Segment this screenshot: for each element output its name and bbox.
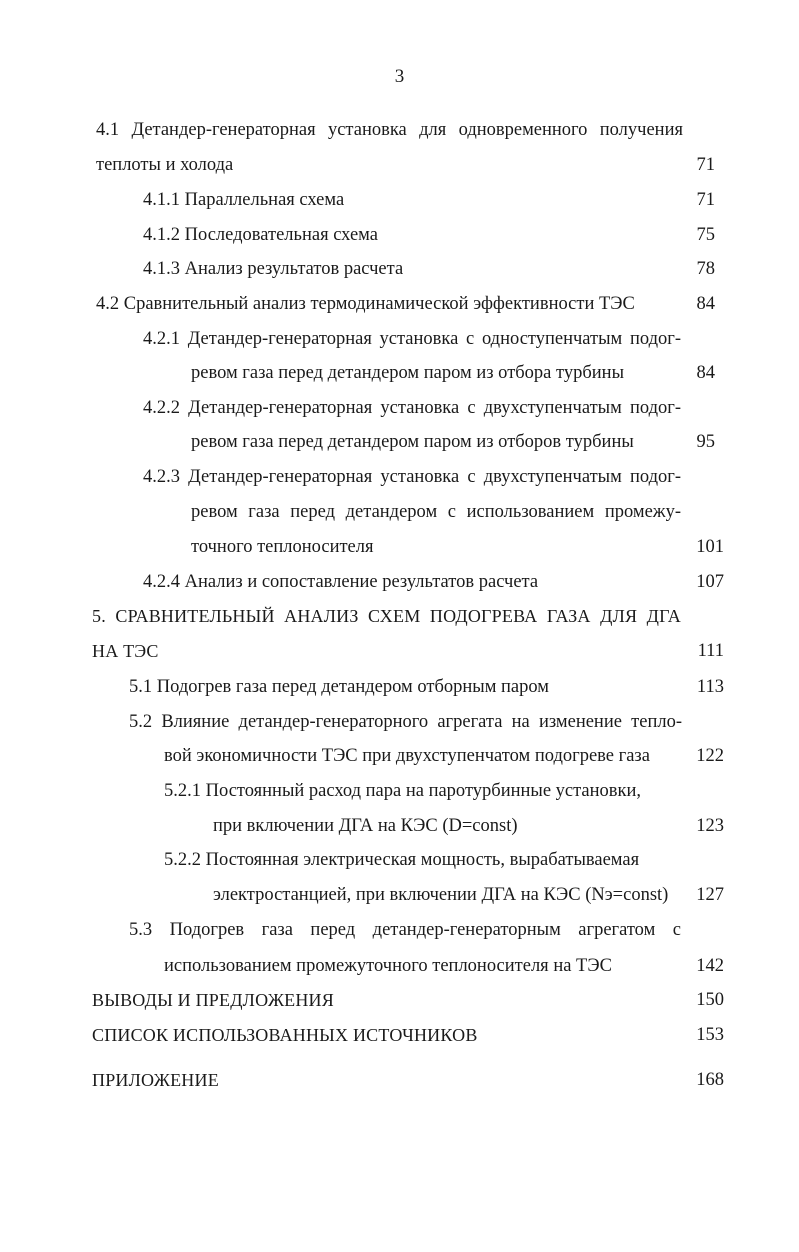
toc-page-5: 111 (697, 641, 724, 661)
toc-page-4-1-1: 71 (696, 190, 715, 210)
toc-entry-5-2-line1: 5.2 Влияние детандер-генераторного агрегата на изменение тепло- (129, 712, 682, 732)
toc-entry-5-line2: НА ТЭС (92, 641, 159, 661)
toc-entry-4-2-3-line1: 4.2.3 Детандер-генераторная установка с двухступенчатым подог- (143, 467, 681, 487)
page-number: 3 (394, 66, 405, 87)
toc-entry-4-2-1-line1: 4.2.1 Детандер-генераторная установка с одноступенчатым подог- (143, 329, 681, 349)
toc-entry-4-2-1-line2: ревом газа перед детандером паром из отбора турбины (191, 363, 625, 383)
toc-page-4-2-4: 107 (696, 572, 724, 592)
toc-entry-4-2-3-line3: точного теплоносителя (191, 537, 374, 557)
toc-page-5-2-2: 127 (696, 885, 724, 905)
toc-entry-4-1-1: 4.1.1 Параллельная схема (143, 190, 345, 210)
toc-entry-appendix: ПРИЛОЖЕНИЕ (92, 1070, 219, 1090)
toc-entry-conclusions: ВЫВОДЫ И ПРЕДЛОЖЕНИЯ (92, 990, 334, 1010)
toc-entry-4-1-3: 4.1.3 Анализ результатов расчета (143, 259, 404, 279)
toc-entry-4-2-3-line2: ревом газа перед детандером с использованием промежу- (191, 502, 681, 522)
toc-entry-4-2-4: 4.2.4 Анализ и сопоставление результатов расчета (143, 572, 539, 592)
toc-page-4-2-3: 101 (696, 537, 724, 557)
toc-page-4-2-2: 95 (696, 432, 715, 452)
toc-page-4-2-1: 84 (696, 363, 715, 383)
toc-entry-references: СПИСОК ИСПОЛЬЗОВАННЫХ ИСТОЧНИКОВ (92, 1025, 478, 1045)
toc-page-references: 153 (696, 1025, 724, 1045)
toc-entry-5-2-1-line2: при включении ДГА на КЭС (D=const) (213, 816, 518, 836)
toc-entry-5-2-2-line1: 5.2.2 Постоянная электрическая мощность, вырабатываемая (164, 850, 640, 870)
toc-entry-4-1-line2: теплоты и холода (96, 155, 234, 175)
toc-entry-4-2-2-line2: ревом газа перед детандером паром из отборов турбины (191, 432, 634, 452)
toc-entry-5-2-1-line1: 5.2.1 Постоянный расход пара на паротурбинные установки, (164, 781, 642, 801)
toc-page-5-2: 122 (696, 746, 724, 766)
toc-entry-4-2: 4.2 Сравнительный анализ термодинамической эффективности ТЭС (96, 294, 635, 314)
toc-entry-5-2-2-line2: электростанцией, при включении ДГА на КЭС (Nэ=const) (213, 885, 669, 905)
toc-page-5-3: 142 (696, 956, 724, 976)
toc-entry-5-3-line2: использованием промежуточного теплоносителя на ТЭС (164, 956, 612, 976)
toc-entry-4-2-2-line1: 4.2.2 Детандер-генераторная установка с двухступенчатым подог- (143, 398, 681, 418)
toc-entry-4-1-2: 4.1.2 Последовательная схема (143, 225, 378, 245)
toc-page-conclusions: 150 (696, 990, 724, 1010)
toc-entry-4-1-line1: 4.1 Детандер-генераторная установка для одновременного получения (96, 120, 683, 140)
toc-entry-5-2-line2: вой экономичности ТЭС при двухступенчатом подогреве газа (164, 746, 650, 766)
toc-page-5-2-1: 123 (696, 816, 724, 836)
toc-page-4-1-2: 75 (696, 225, 715, 245)
toc-page-appendix: 168 (696, 1070, 724, 1090)
toc-entry-5-3-line1: 5.3 Подогрев газа перед детандер-генераторным агрегатом с (129, 920, 681, 940)
toc-page-4-1: 71 (696, 155, 715, 175)
toc-page-5-1: 113 (696, 677, 724, 697)
toc-entry-5-line1: 5. СРАВНИТЕЛЬНЫЙ АНАЛИЗ СХЕМ ПОДОГРЕВА ГАЗА ДЛЯ ДГА (92, 606, 681, 626)
toc-entry-5-1: 5.1 Подогрев газа перед детандером отборным паром (129, 677, 549, 697)
toc-page-4-2: 84 (696, 294, 715, 314)
toc-page-4-1-3: 78 (696, 259, 715, 279)
